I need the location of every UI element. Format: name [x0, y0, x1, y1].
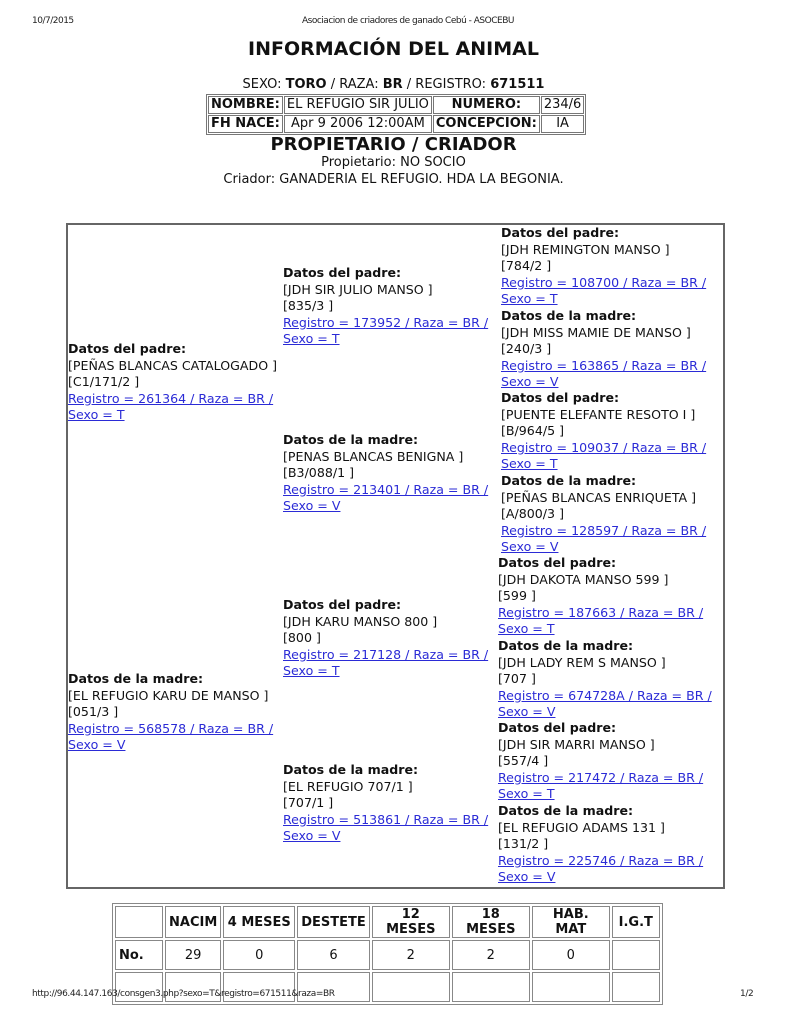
entry-heading: Datos de la madre:	[501, 308, 637, 323]
entry-code: [240/3 ]	[501, 341, 552, 356]
entry-heading: Datos del padre:	[501, 225, 620, 240]
pedigree-entry	[283, 762, 501, 845]
registro-link[interactable]: Registro = 108700 / Raza = BR / Sexo = T	[501, 274, 707, 306]
sexo-label: SEXO:	[242, 77, 286, 92]
pedigree-entry	[501, 473, 721, 556]
stats-cell: 2	[452, 940, 530, 970]
entry-heading: Datos de la madre:	[283, 762, 419, 777]
concepcion-label: CONCEPCION:	[433, 115, 540, 133]
entry-heading: Datos del padre:	[68, 341, 187, 356]
animal-summary	[0, 77, 787, 92]
pedigree-entry	[498, 720, 720, 803]
entry-name: [JDH MISS MAMIE DE MANSO ]	[501, 324, 691, 340]
page-title: INFORMACIÓN DEL ANIMAL	[248, 38, 539, 60]
stats-cell: 0	[532, 940, 610, 970]
registro-link[interactable]: Registro = 225746 / Raza = BR / Sexo = V	[498, 852, 704, 884]
propietario: Propietario: NO SOCIO	[321, 155, 466, 170]
raza-value: BR	[382, 77, 403, 92]
entry-heading: Datos del padre:	[498, 555, 617, 570]
entry-name: [EL REFUGIO KARU DE MANSO ]	[68, 687, 269, 703]
pedigree-entry	[68, 341, 278, 424]
concepcion-value: IA	[541, 115, 584, 133]
registro-link[interactable]: Registro = 213401 / Raza = BR / Sexo = V	[283, 481, 489, 513]
stats-header	[115, 906, 163, 938]
stats-header: 18 MESES	[452, 906, 530, 938]
registro-link[interactable]: Registro = 173952 / Raza = BR / Sexo = T	[283, 314, 489, 346]
entry-heading: Datos de la madre:	[283, 432, 419, 447]
entry-code: [784/2 ]	[501, 258, 552, 273]
entry-code: [599 ]	[498, 588, 536, 603]
registro-link[interactable]: Registro = 217472 / Raza = BR / Sexo = T	[498, 769, 704, 801]
footer-page: 1/2	[740, 989, 754, 999]
registro-link[interactable]: Registro = 513861 / Raza = BR / Sexo = V	[283, 811, 489, 843]
pedigree-entry	[501, 390, 721, 473]
registro-link[interactable]: Registro = 217128 / Raza = BR / Sexo = T	[283, 646, 489, 678]
entry-name: [PUENTE ELEFANTE RESOTO I ]	[501, 406, 696, 422]
registro-label: / REGISTRO:	[402, 77, 491, 92]
numero-label: NUMERO:	[433, 96, 540, 114]
entry-name: [JDH DAKOTA MANSO 599 ]	[498, 571, 669, 587]
entry-code: [A/800/3 ]	[501, 506, 564, 521]
animal-info-table	[206, 94, 586, 135]
entry-heading: Datos de la madre:	[68, 671, 204, 686]
pedigree-entry	[283, 432, 501, 515]
entry-code: [131/2 ]	[498, 836, 549, 851]
stats-header: 12 MESES	[372, 906, 450, 938]
registro-link[interactable]: Registro = 568578 / Raza = BR / Sexo = V	[68, 720, 274, 752]
entry-name: [PEÑAS BLANCAS CATALOGADO ]	[68, 357, 278, 373]
print-date: 10/7/2015	[32, 16, 74, 26]
stats-cell: 0	[223, 940, 295, 970]
stats-header: DESTETE	[297, 906, 370, 938]
registro-link[interactable]: Registro = 674728A / Raza = BR / Sexo = V	[498, 687, 712, 719]
pedigree-entry	[283, 265, 501, 348]
entry-name: [JDH SIR JULIO MANSO ]	[283, 281, 433, 297]
entry-heading: Datos de la madre:	[498, 638, 634, 653]
raza-label: / RAZA:	[326, 77, 383, 92]
stats-header: I.G.T	[612, 906, 660, 938]
pedigree-entry	[68, 671, 278, 754]
pedigree-entry	[283, 597, 501, 680]
entry-code: [B3/088/1 ]	[283, 465, 355, 480]
entry-code: [707/1 ]	[283, 795, 334, 810]
stats-cell: 6	[297, 940, 370, 970]
stats-cell: 2	[372, 940, 450, 970]
entry-name: [JDH SIR MARRI MANSO ]	[498, 736, 655, 752]
entry-code: [C1/171/2 ]	[68, 374, 140, 389]
pedigree-entry	[498, 638, 720, 721]
criador: Criador: GANADERIA EL REFUGIO. HDA LA BEGONIA.	[223, 172, 564, 187]
entry-code: [800 ]	[283, 630, 321, 645]
registro-link[interactable]: Registro = 163865 / Raza = BR / Sexo = V	[501, 357, 707, 389]
entry-code: [051/3 ]	[68, 704, 119, 719]
entry-code: [B/964/5 ]	[501, 423, 565, 438]
stats-cell: 29	[165, 940, 221, 970]
entry-code: [557/4 ]	[498, 753, 549, 768]
numero-value: 234/6	[541, 96, 584, 114]
pedigree-box	[66, 223, 725, 889]
nombre-value: EL REFUGIO SIR JULIO	[284, 96, 432, 114]
entry-name: [JDH REMINGTON MANSO ]	[501, 241, 670, 257]
stats-cell: No.	[115, 940, 163, 970]
entry-heading: Datos de la madre:	[501, 473, 637, 488]
entry-heading: Datos del padre:	[501, 390, 620, 405]
sexo-value: TORO	[285, 77, 327, 92]
nombre-label: NOMBRE:	[208, 96, 283, 114]
registro-link[interactable]: Registro = 128597 / Raza = BR / Sexo = V	[501, 522, 707, 554]
registro-value: 671511	[490, 77, 545, 92]
entry-name: [PENAS BLANCAS BENIGNA ]	[283, 448, 464, 464]
stats-header: HAB. MAT	[532, 906, 610, 938]
entry-code: [835/3 ]	[283, 298, 334, 313]
footer-url: http://96.44.147.163/consgen3.php?sexo=T&registro=671511&raza=BR	[32, 989, 335, 999]
entry-heading: Datos del padre:	[498, 720, 617, 735]
pedigree-entry	[498, 555, 720, 638]
entry-name: [EL REFUGIO ADAMS 131 ]	[498, 819, 665, 835]
fh-nace-value: Apr 9 2006 12:00AM	[284, 115, 432, 133]
registro-link[interactable]: Registro = 261364 / Raza = BR / Sexo = T	[68, 390, 274, 422]
registro-link[interactable]: Registro = 109037 / Raza = BR / Sexo = T	[501, 439, 707, 471]
fh-nace-label: FH NACE:	[208, 115, 283, 133]
pedigree-entry	[501, 225, 721, 308]
entry-heading: Datos de la madre:	[498, 803, 634, 818]
pedigree-entry	[498, 803, 720, 886]
stats-header: NACIM	[165, 906, 221, 938]
stats-header: 4 MESES	[223, 906, 295, 938]
print-site-title: Asociacion de criadores de ganado Cebú - ASOCEBU	[302, 16, 514, 26]
stats-cell	[612, 940, 660, 970]
entry-name: [JDH KARU MANSO 800 ]	[283, 613, 438, 629]
registro-link[interactable]: Registro = 187663 / Raza = BR / Sexo = T	[498, 604, 704, 636]
pedigree-entry	[501, 308, 721, 391]
entry-name: [JDH LADY REM S MANSO ]	[498, 654, 666, 670]
entry-name: [EL REFUGIO 707/1 ]	[283, 778, 413, 794]
entry-name: [PEÑAS BLANCAS ENRIQUETA ]	[501, 489, 697, 505]
owner-section-title: PROPIETARIO / CRIADOR	[270, 134, 517, 155]
entry-heading: Datos del padre:	[283, 265, 402, 280]
entry-heading: Datos del padre:	[283, 597, 402, 612]
entry-code: [707 ]	[498, 671, 536, 686]
